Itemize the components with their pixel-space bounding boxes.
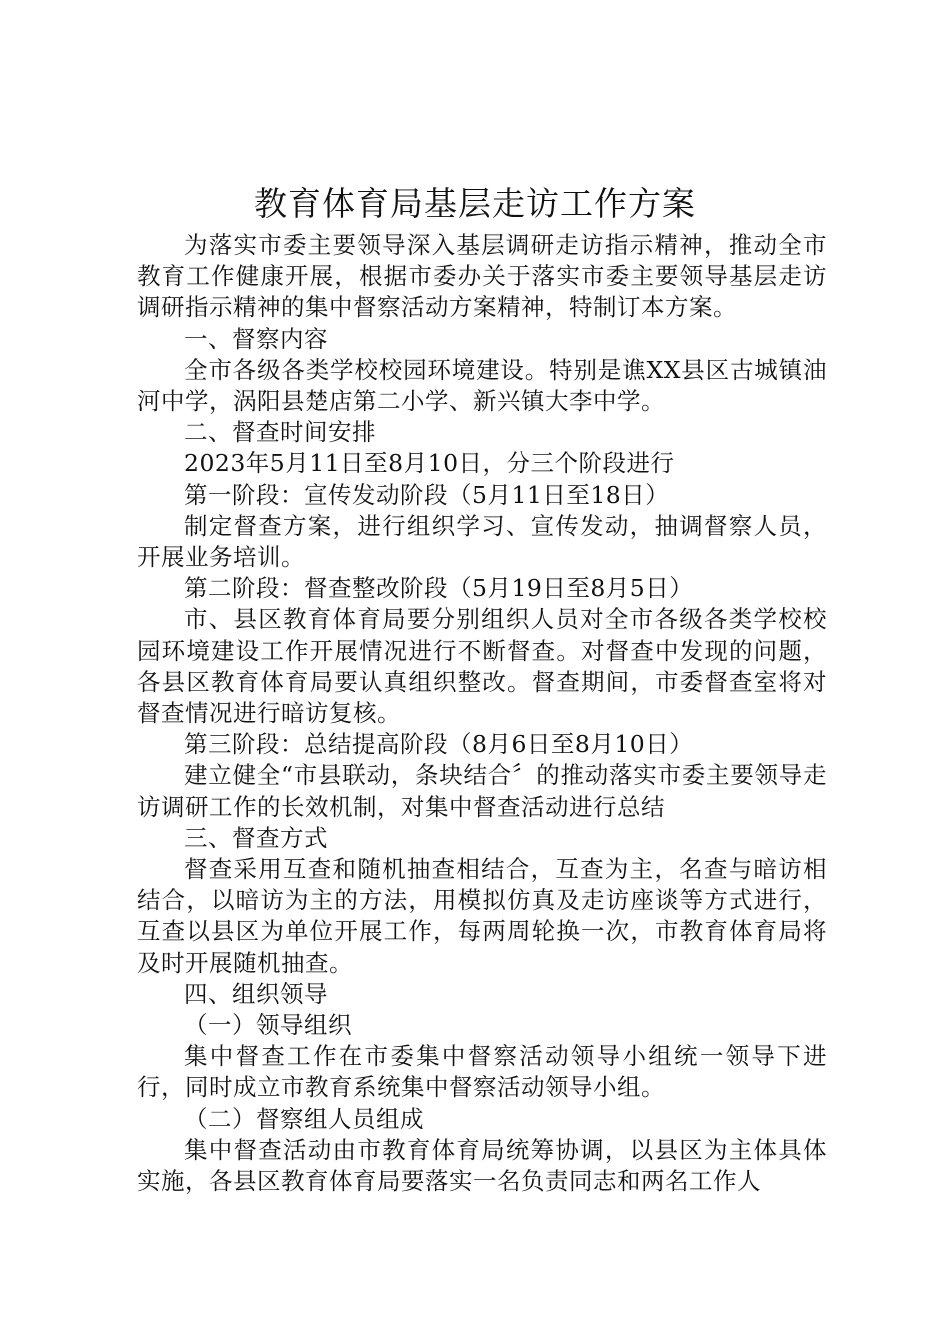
paragraph-phase-three: 建立健全“市县联动，条块结合〞的推动落实市委主要领导走访调研工作的长效机制，对集中督查活动进行总结: [137, 761, 827, 821]
heading-organization: 四、组织领导: [184, 979, 328, 1008]
paragraph-supervision-content: 全市各级各类学校校园环境建设。特别是谯XX县区古城镇油河中学，涡阳县楚店第二小学、新兴镇大李中学。: [137, 355, 827, 416]
paragraph-schedule: 2023年5月11日至8月10日，分三个阶段进行: [184, 449, 675, 478]
heading-phase-three: 第三阶段：总结提高阶段（8月6日至8月10日）: [184, 730, 694, 759]
heading-method: 三、督查方式: [184, 823, 328, 852]
subheading-team: （二）督察组人员组成: [184, 1104, 424, 1133]
heading-supervision-content: 一、督察内容: [184, 324, 328, 353]
document-body: [137, 230, 827, 1197]
heading-phase-one: 第一阶段：宣传发动阶段（5月11日至18日）: [184, 480, 670, 509]
paragraph-method: 督查采用互查和随机抽查相结合，互查为主，名查与暗访相结合，以暗访为主的方法，用模拟仿真及走访座谈等方式进行，互查以县区为单位开展工作，每两周轮换一次，市教育体育局将及时开展随机抽查。: [137, 855, 827, 977]
paragraph-phase-one: 制定督查方案，进行组织学习、宣传发动，抽调督察人员，开展业务培训。: [137, 511, 827, 572]
paragraph-phase-two: 市、县区教育体育局要分别组织人员对全市各级各类学校校园环境建设工作开展情况进行不断督查。对督查中发现的问题，各县区教育体育局要认真组织整改。督查期间，市委督查室将对督查情况进行暗访复核。: [137, 605, 827, 728]
paragraph-intro: 为落实市委主要领导深入基层调研走访指示精神，推动全市教育工作健康开展，根据市委办关于落实市委主要领导基层走访调研指示精神的集中督察活动方案精神，特制订本方案。: [137, 231, 827, 322]
heading-phase-two: 第二阶段：督查整改阶段（5月19日至8月5日）: [184, 574, 694, 603]
heading-schedule: 二、督查时间安排: [184, 418, 376, 447]
document-title: 教育体育局基层走访工作方案: [254, 184, 696, 223]
paragraph-leadership: 集中督查工作在市委集中督察活动领导小组统一领导下进行，同时成立市教育系统集中督察活动领导小组。: [137, 1042, 827, 1102]
subheading-leadership: （一）领导组织: [184, 1011, 352, 1040]
paragraph-team: 集中督查活动由市教育体育局统筹协调，以县区为主体具体实施，各县区教育体育局要落实一名负责同志和两名工作人: [137, 1135, 827, 1196]
